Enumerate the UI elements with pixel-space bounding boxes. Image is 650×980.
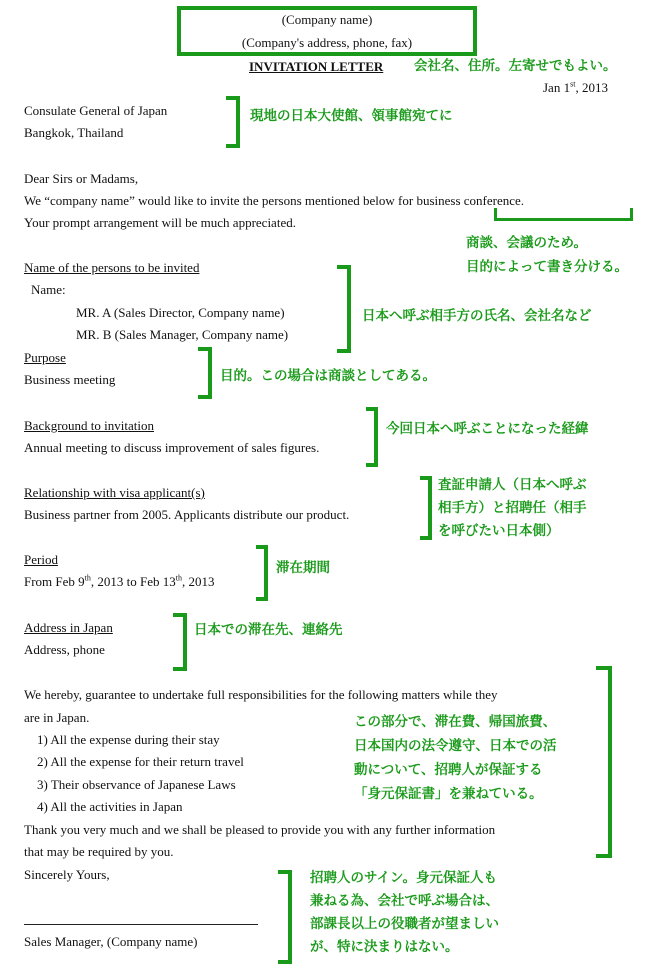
purpose-annotation-1: 商談、会議のため。 bbox=[466, 235, 587, 251]
signature-annotation-4: が、特に決まりはない。 bbox=[310, 939, 459, 955]
guarantee-annotation-3: 動について、招聘人が保証する bbox=[354, 762, 543, 778]
background-bracket bbox=[366, 407, 378, 467]
recipient-bracket bbox=[226, 96, 240, 148]
address-bracket bbox=[173, 613, 187, 671]
closing-line1: Thank you very much and we shall be pleased to provide you with any further information bbox=[24, 822, 496, 837]
name-label: Name: bbox=[31, 282, 66, 297]
guarantee-annotation-1: この部分で、滞在費、帰国旅費、 bbox=[354, 714, 557, 730]
relationship-annotation-2: 相手方）と招聘任（相手 bbox=[438, 500, 587, 516]
relationship-annotation-1: 査証申請人（日本へ呼ぶ bbox=[438, 477, 587, 493]
period-heading: Period bbox=[24, 552, 58, 567]
person-2: MR. B (Sales Manager, Company name) bbox=[76, 327, 289, 342]
guarantee-bracket bbox=[596, 666, 612, 858]
recipient-line1: Consulate General of Japan bbox=[24, 103, 168, 118]
signature-line bbox=[24, 924, 258, 925]
closing-line2: that may be required by you. bbox=[24, 844, 174, 859]
persons-annotation: 日本へ呼ぶ相手方の氏名、会社名など bbox=[362, 308, 592, 324]
purpose-section-annotation: 目的。この場合は商談としてある。 bbox=[220, 368, 436, 384]
guarantee-item-2: 2) All the expense for their return travel bbox=[37, 754, 244, 769]
signature-annotation-1: 招聘人のサイン。身元保証人も bbox=[310, 870, 497, 886]
letter-date: Jan 1st, 2013 bbox=[543, 79, 608, 95]
signature-annotation-2: 兼ねる為、会社で呼ぶ場合は、 bbox=[310, 893, 499, 909]
guarantee-annotation-4: 「身元保証書」を兼ねている。 bbox=[354, 786, 543, 802]
purpose-text: Business meeting bbox=[24, 372, 116, 387]
background-text: Annual meeting to discuss improvement of sales figures. bbox=[24, 440, 320, 455]
guarantee-line2: are in Japan. bbox=[24, 710, 90, 725]
background-annotation: 今回日本へ呼ぶことになった経緯 bbox=[386, 421, 589, 437]
guarantee-item-1: 1) All the expense during their stay bbox=[37, 732, 220, 747]
period-text: From Feb 9th, 2013 to Feb 13th, 2013 bbox=[24, 573, 215, 589]
letter-title: INVITATION LETTER bbox=[249, 59, 384, 74]
relationship-text: Business partner from 2005. Applicants distribute our product. bbox=[24, 507, 350, 522]
purpose-annotation-2: 目的によって書き分ける。 bbox=[466, 259, 628, 275]
address-heading: Address in Japan bbox=[24, 620, 113, 635]
background-heading: Background to invitation bbox=[24, 418, 154, 433]
relationship-annotation-3: を呼びたい日本側） bbox=[438, 523, 560, 539]
relationship-bracket bbox=[420, 476, 432, 540]
header-annotation: 会社名、住所。左寄せでもよい。 bbox=[414, 58, 617, 74]
intro-line1: We “company name” would like to invite the persons mentioned below for business conference. bbox=[24, 193, 525, 208]
guarantee-item-3: 3) Their observance of Japanese Laws bbox=[37, 777, 236, 792]
guarantee-item-4: 4) All the activities in Japan bbox=[37, 799, 183, 814]
intro-line2: Your prompt arrangement will be much appreciated. bbox=[24, 215, 296, 230]
relationship-heading: Relationship with visa applicant(s) bbox=[24, 485, 205, 500]
address-annotation: 日本での滞在先、連絡先 bbox=[194, 622, 343, 638]
recipient-annotation: 現地の日本大使館、領事館宛てに bbox=[250, 108, 453, 124]
persons-heading: Name of the persons to be invited bbox=[24, 260, 200, 275]
person-1: MR. A (Sales Director, Company name) bbox=[76, 305, 285, 320]
company-name: (Company name) bbox=[281, 12, 373, 27]
address-text: Address, phone bbox=[24, 642, 105, 657]
guarantee-line1: We hereby, guarantee to undertake full responsibilities for the following matters while they bbox=[24, 687, 498, 702]
company-address: (Company's address, phone, fax) bbox=[241, 35, 413, 50]
business-conference-bracket bbox=[494, 208, 633, 221]
signer-title: Sales Manager, (Company name) bbox=[24, 934, 198, 949]
guarantee-annotation-2: 日本国内の法令遵守、日本での活 bbox=[354, 738, 557, 754]
persons-bracket bbox=[337, 265, 351, 353]
salutation: Dear Sirs or Madams, bbox=[24, 171, 139, 186]
period-bracket bbox=[256, 545, 268, 601]
period-annotation: 滞在期間 bbox=[276, 560, 330, 576]
sign-off: Sincerely Yours, bbox=[24, 867, 110, 882]
signature-bracket bbox=[278, 870, 292, 964]
recipient-line2: Bangkok, Thailand bbox=[24, 125, 124, 140]
purpose-heading: Purpose bbox=[24, 350, 66, 365]
purpose-bracket bbox=[198, 347, 212, 399]
signature-annotation-3: 部課長以上の役職者が望ましい bbox=[310, 916, 499, 932]
